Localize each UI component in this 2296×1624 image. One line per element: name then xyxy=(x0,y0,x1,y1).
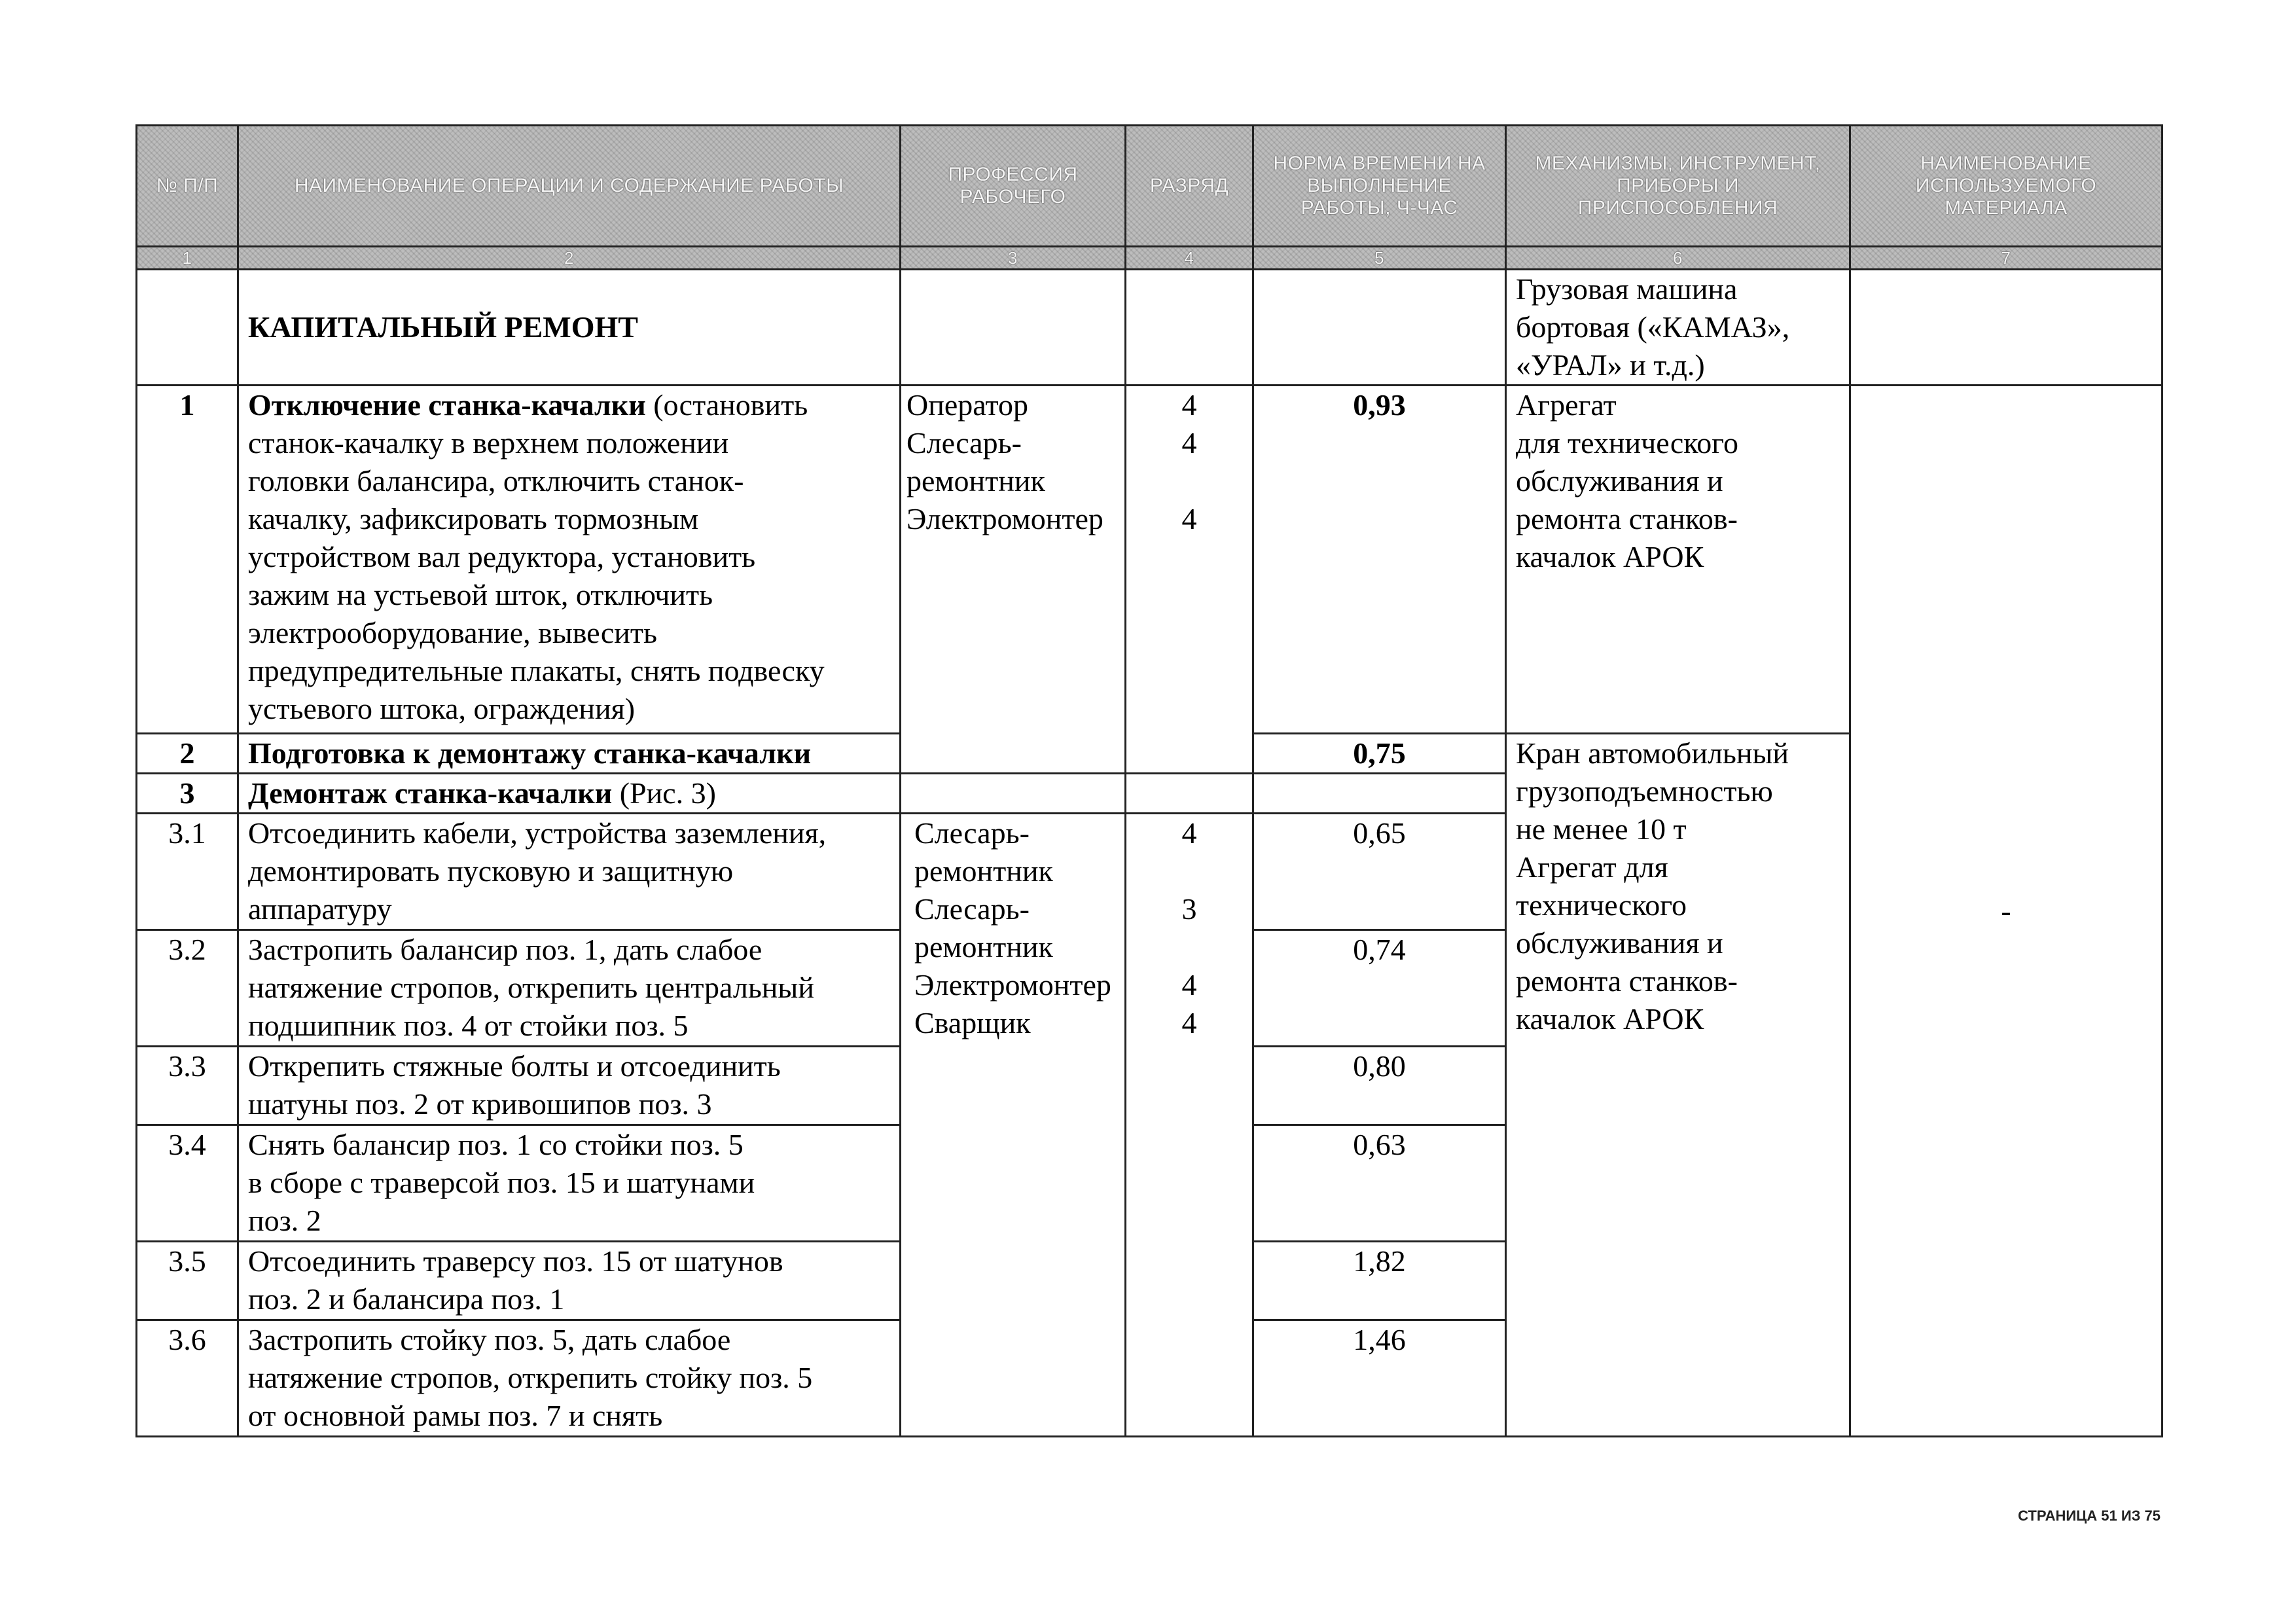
row-number: 3.3 xyxy=(137,1047,238,1125)
work-table xyxy=(135,124,2163,1437)
time-norm: 0,75 xyxy=(1253,734,1506,774)
row-number: 3.2 xyxy=(137,930,238,1047)
col-header-time-norm: НОРМА ВРЕМЕНИ НА ВЫПОЛНЕНИЕ РАБОТЫ, Ч-ЧАС xyxy=(1253,126,1506,247)
operation-text: Отключение станка-качалки (остановить станок-качалку в верхнем положении головки балансира, отключить станок- качалку, зафиксировать тормозным устройством вал редуктора, установить зажим на устьевой шток, отключить электрооборудование, вывесить предупредительные плакаты, снять подвеску устьевого штока, ограждения) xyxy=(238,386,901,734)
table-header xyxy=(137,126,2162,270)
row-number: 3.6 xyxy=(137,1320,238,1437)
operation-text: Подготовка к демонтажу станка-качалки xyxy=(238,734,901,774)
grades: 4 4 4 xyxy=(1126,386,1253,774)
operation-text: Застропить балансир поз. 1, дать слабое натяжение стропов, открепить центральный подшипник поз. 4 от стойки поз. 5 xyxy=(238,930,901,1047)
time-norm: 0,74 xyxy=(1253,930,1506,1047)
row-number: 3.5 xyxy=(137,1242,238,1320)
mechanisms: Агрегат для технического обслуживания и ремонта станков- качалок АРОК xyxy=(1506,386,1850,734)
operation-text: Открепить стяжные болты и отсоединить шатуны поз. 2 от кривошипов поз. 3 xyxy=(238,1047,901,1125)
table-row xyxy=(137,386,2162,734)
operation-text: Отсоединить траверсу поз. 15 от шатунов поз. 2 и балансира поз. 1 xyxy=(238,1242,901,1320)
mechanisms: Кран автомобильный грузоподъемностью не менее 10 т Агрегат для технического обслуживания и ремонта станков- качалок АРОК xyxy=(1506,734,1850,1437)
professions: Оператор Слесарь- ремонтник Электромонтер xyxy=(901,386,1126,774)
row-number: 1 xyxy=(137,386,238,734)
col-number-1: 1 xyxy=(137,247,238,270)
col-number-7: 7 xyxy=(1850,247,2162,270)
grades: 4 3 4 4 xyxy=(1126,814,1253,1437)
operation-text: Застропить стойку поз. 5, дать слабое натяжение стропов, открепить стойку поз. 5 от основной рамы поз. 7 и снять xyxy=(238,1320,901,1437)
col-header-material: НАИМЕНОВАНИЕ ИСПОЛЬЗУЕМОГО МАТЕРИАЛА xyxy=(1850,126,2162,247)
section-mechanisms: Грузовая машина бортовая («КАМАЗ», «УРАЛ» и т.д.) xyxy=(1506,270,1850,386)
page-number: СТРАНИЦА 51 ИЗ 75 xyxy=(2018,1507,2161,1524)
col-number-5: 5 xyxy=(1253,247,1506,270)
col-number-2: 2 xyxy=(238,247,901,270)
time-norm: 1,82 xyxy=(1253,1242,1506,1320)
col-header-operation: НАИМЕНОВАНИЕ ОПЕРАЦИИ И СОДЕРЖАНИЕ РАБОТЫ xyxy=(238,126,901,247)
row-number: 3.4 xyxy=(137,1125,238,1242)
time-norm: 1,46 xyxy=(1253,1320,1506,1437)
row-number: 2 xyxy=(137,734,238,774)
section-title: КАПИТАЛЬНЫЙ РЕМОНТ xyxy=(238,270,901,386)
professions: Слесарь- ремонтник Слесарь- ремонтник Электромонтер Сварщик xyxy=(901,814,1126,1437)
time-norm: 0,93 xyxy=(1253,386,1506,734)
col-header-grade: РАЗРЯД xyxy=(1126,126,1253,247)
operation-text: Отсоединить кабели, устройства заземления, демонтировать пусковую и защитную аппаратуру xyxy=(238,814,901,930)
col-header-mechanisms: МЕХАНИЗМЫ, ИНСТРУМЕНТ, ПРИБОРЫ И ПРИСПОСОБЛЕНИЯ xyxy=(1506,126,1850,247)
col-number-6: 6 xyxy=(1506,247,1850,270)
section-row xyxy=(137,270,2162,386)
col-header-number: № П/П xyxy=(137,126,238,247)
time-norm: 0,80 xyxy=(1253,1047,1506,1125)
time-norm: 0,63 xyxy=(1253,1125,1506,1242)
row-number: 3 xyxy=(137,774,238,814)
material-cell: - xyxy=(1850,386,2162,1437)
col-number-4: 4 xyxy=(1126,247,1253,270)
col-number-3: 3 xyxy=(901,247,1126,270)
operation-text: Снять балансир поз. 1 со стойки поз. 5 в сборе с траверсой поз. 15 и шатунами поз. 2 xyxy=(238,1125,901,1242)
col-header-profession: ПРОФЕССИЯ РАБОЧЕГО xyxy=(901,126,1126,247)
time-norm: 0,65 xyxy=(1253,814,1506,930)
row-number: 3.1 xyxy=(137,814,238,930)
operation-text-rest: (остановить xyxy=(645,388,808,422)
operation-text: Демонтаж станка-качалки (Рис. 3) xyxy=(238,774,901,814)
